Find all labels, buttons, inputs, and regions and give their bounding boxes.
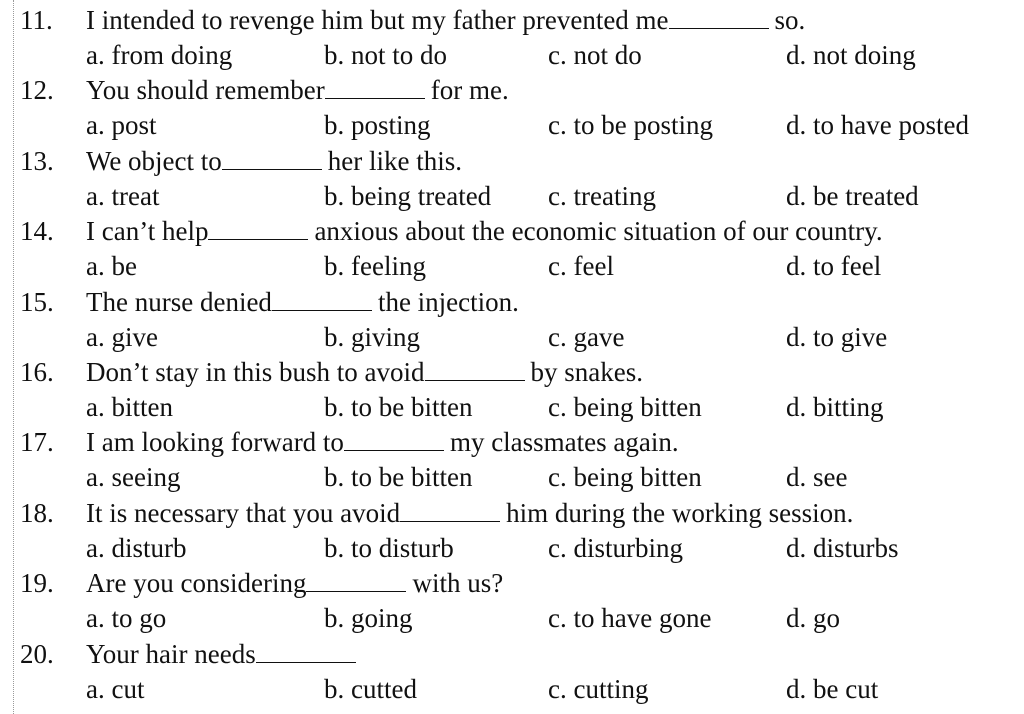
question-number: 11. [20, 5, 53, 35]
question-item [0, 143, 1024, 213]
stem-after: him during the working session. [506, 497, 854, 528]
option-d: d. bitting [786, 391, 884, 422]
option-d: d. disturbs [786, 532, 899, 563]
option-row [0, 672, 1024, 706]
option-a: a. give [86, 321, 158, 352]
option-a: a. to go [86, 603, 167, 634]
stem-after: so. [774, 5, 806, 35]
stem-before: You should remember [86, 75, 325, 106]
stem-before: Are you considering [86, 568, 307, 599]
question-number: 13. [20, 145, 54, 176]
stem-before: I can’t help [86, 216, 209, 247]
question-number: 18. [20, 497, 54, 528]
option-b: b. to be bitten [324, 462, 473, 493]
option-b: b. to disturb [324, 532, 454, 563]
question-text [86, 424, 679, 460]
question-number: 16. [20, 356, 54, 387]
question-text [86, 72, 509, 108]
option-row [0, 531, 1024, 565]
option-c: c. being bitten [548, 462, 702, 493]
question-item [0, 213, 1024, 283]
option-row [0, 179, 1024, 213]
question-text [86, 354, 643, 390]
option-b: b. not to do [324, 40, 448, 70]
option-d: d. to give [786, 321, 888, 352]
question-text [86, 284, 519, 320]
question-text [86, 213, 883, 249]
option-c: c. gave [548, 321, 625, 352]
stem-after: for me. [430, 75, 509, 106]
answer-blank [400, 499, 500, 522]
stem-before: The nurse denied [86, 286, 272, 317]
stem-before: We object to [86, 145, 222, 176]
option-c: c. not do [548, 40, 642, 70]
answer-blank [325, 76, 425, 99]
answer-blank [256, 640, 356, 663]
stem-before: It is necessary that you avoid [86, 497, 401, 528]
option-c: c. being bitten [548, 391, 702, 422]
option-d: d. see [786, 462, 848, 493]
option-b: b. being treated [324, 180, 492, 211]
question-item [0, 495, 1024, 565]
question-number: 19. [20, 568, 54, 599]
question-list [0, 2, 1024, 706]
option-c: c. disturbing [548, 532, 683, 563]
stem-before: Your hair needs [86, 638, 256, 669]
option-a: a. disturb [86, 532, 187, 563]
option-d: d. to have posted [786, 110, 969, 141]
question-text [86, 636, 362, 672]
option-a: a. cut [86, 673, 145, 704]
option-row [0, 601, 1024, 635]
option-b: b. posting [324, 110, 431, 141]
option-a: a. treat [86, 180, 160, 211]
question-number: 15. [20, 286, 54, 317]
question-number: 14. [20, 216, 54, 247]
answer-blank [344, 428, 444, 451]
question-item [0, 72, 1024, 142]
stem-after: with us? [412, 568, 504, 599]
option-d: d. be treated [786, 180, 919, 211]
option-row [0, 390, 1024, 424]
stem-after: by snakes. [530, 356, 643, 387]
option-row [0, 320, 1024, 354]
option-d: d. to feel [786, 251, 882, 282]
option-d: d. not doing [786, 40, 916, 70]
question-item [0, 354, 1024, 424]
question-item [0, 284, 1024, 354]
question-number: 20. [20, 638, 54, 669]
question-item [0, 636, 1024, 706]
question-item [0, 424, 1024, 494]
question-text [86, 495, 853, 531]
option-c: c. to be posting [548, 110, 713, 141]
stem-after: the injection. [377, 286, 519, 317]
question-number: 17. [20, 427, 54, 458]
option-row [0, 108, 1024, 142]
answer-blank [425, 358, 525, 381]
stem-after: anxious about the economic situation of our country. [314, 216, 883, 247]
option-a: a. bitten [86, 391, 173, 422]
option-b: b. to be bitten [324, 391, 473, 422]
question-text [86, 565, 503, 601]
option-c: c. to have gone [548, 603, 712, 634]
option-a: a. from doing [86, 40, 233, 70]
answer-blank [208, 217, 308, 240]
question-text [86, 143, 462, 179]
option-c: c. feel [548, 251, 614, 282]
option-b: b. going [324, 603, 413, 634]
stem-before: I am looking forward to [86, 427, 344, 458]
question-number: 12. [20, 75, 54, 106]
answer-blank [272, 288, 372, 311]
option-d: d. be cut [786, 673, 879, 704]
option-row [0, 460, 1024, 494]
option-b: b. cutted [324, 673, 417, 704]
option-c: c. cutting [548, 673, 649, 704]
option-b: b. feeling [324, 251, 426, 282]
option-d: d. go [786, 603, 840, 634]
answer-blank [669, 6, 769, 29]
question-item [0, 565, 1024, 635]
option-b: b. giving [324, 321, 421, 352]
answer-blank [222, 147, 322, 170]
question-item [0, 2, 1024, 72]
stem-after: her like this. [327, 145, 463, 176]
option-row [0, 249, 1024, 283]
option-c: c. treating [548, 180, 656, 211]
option-a: a. be [86, 251, 137, 282]
stem-after: my classmates again. [449, 427, 679, 458]
option-a: a. post [86, 110, 157, 141]
question-text [86, 2, 805, 38]
option-a: a. seeing [86, 462, 181, 493]
option-row [0, 38, 1024, 72]
stem-before: Don’t stay in this bush to avoid [86, 356, 425, 387]
stem-before: I intended to revenge him but my father prevented me [86, 5, 669, 35]
answer-blank [306, 569, 406, 592]
